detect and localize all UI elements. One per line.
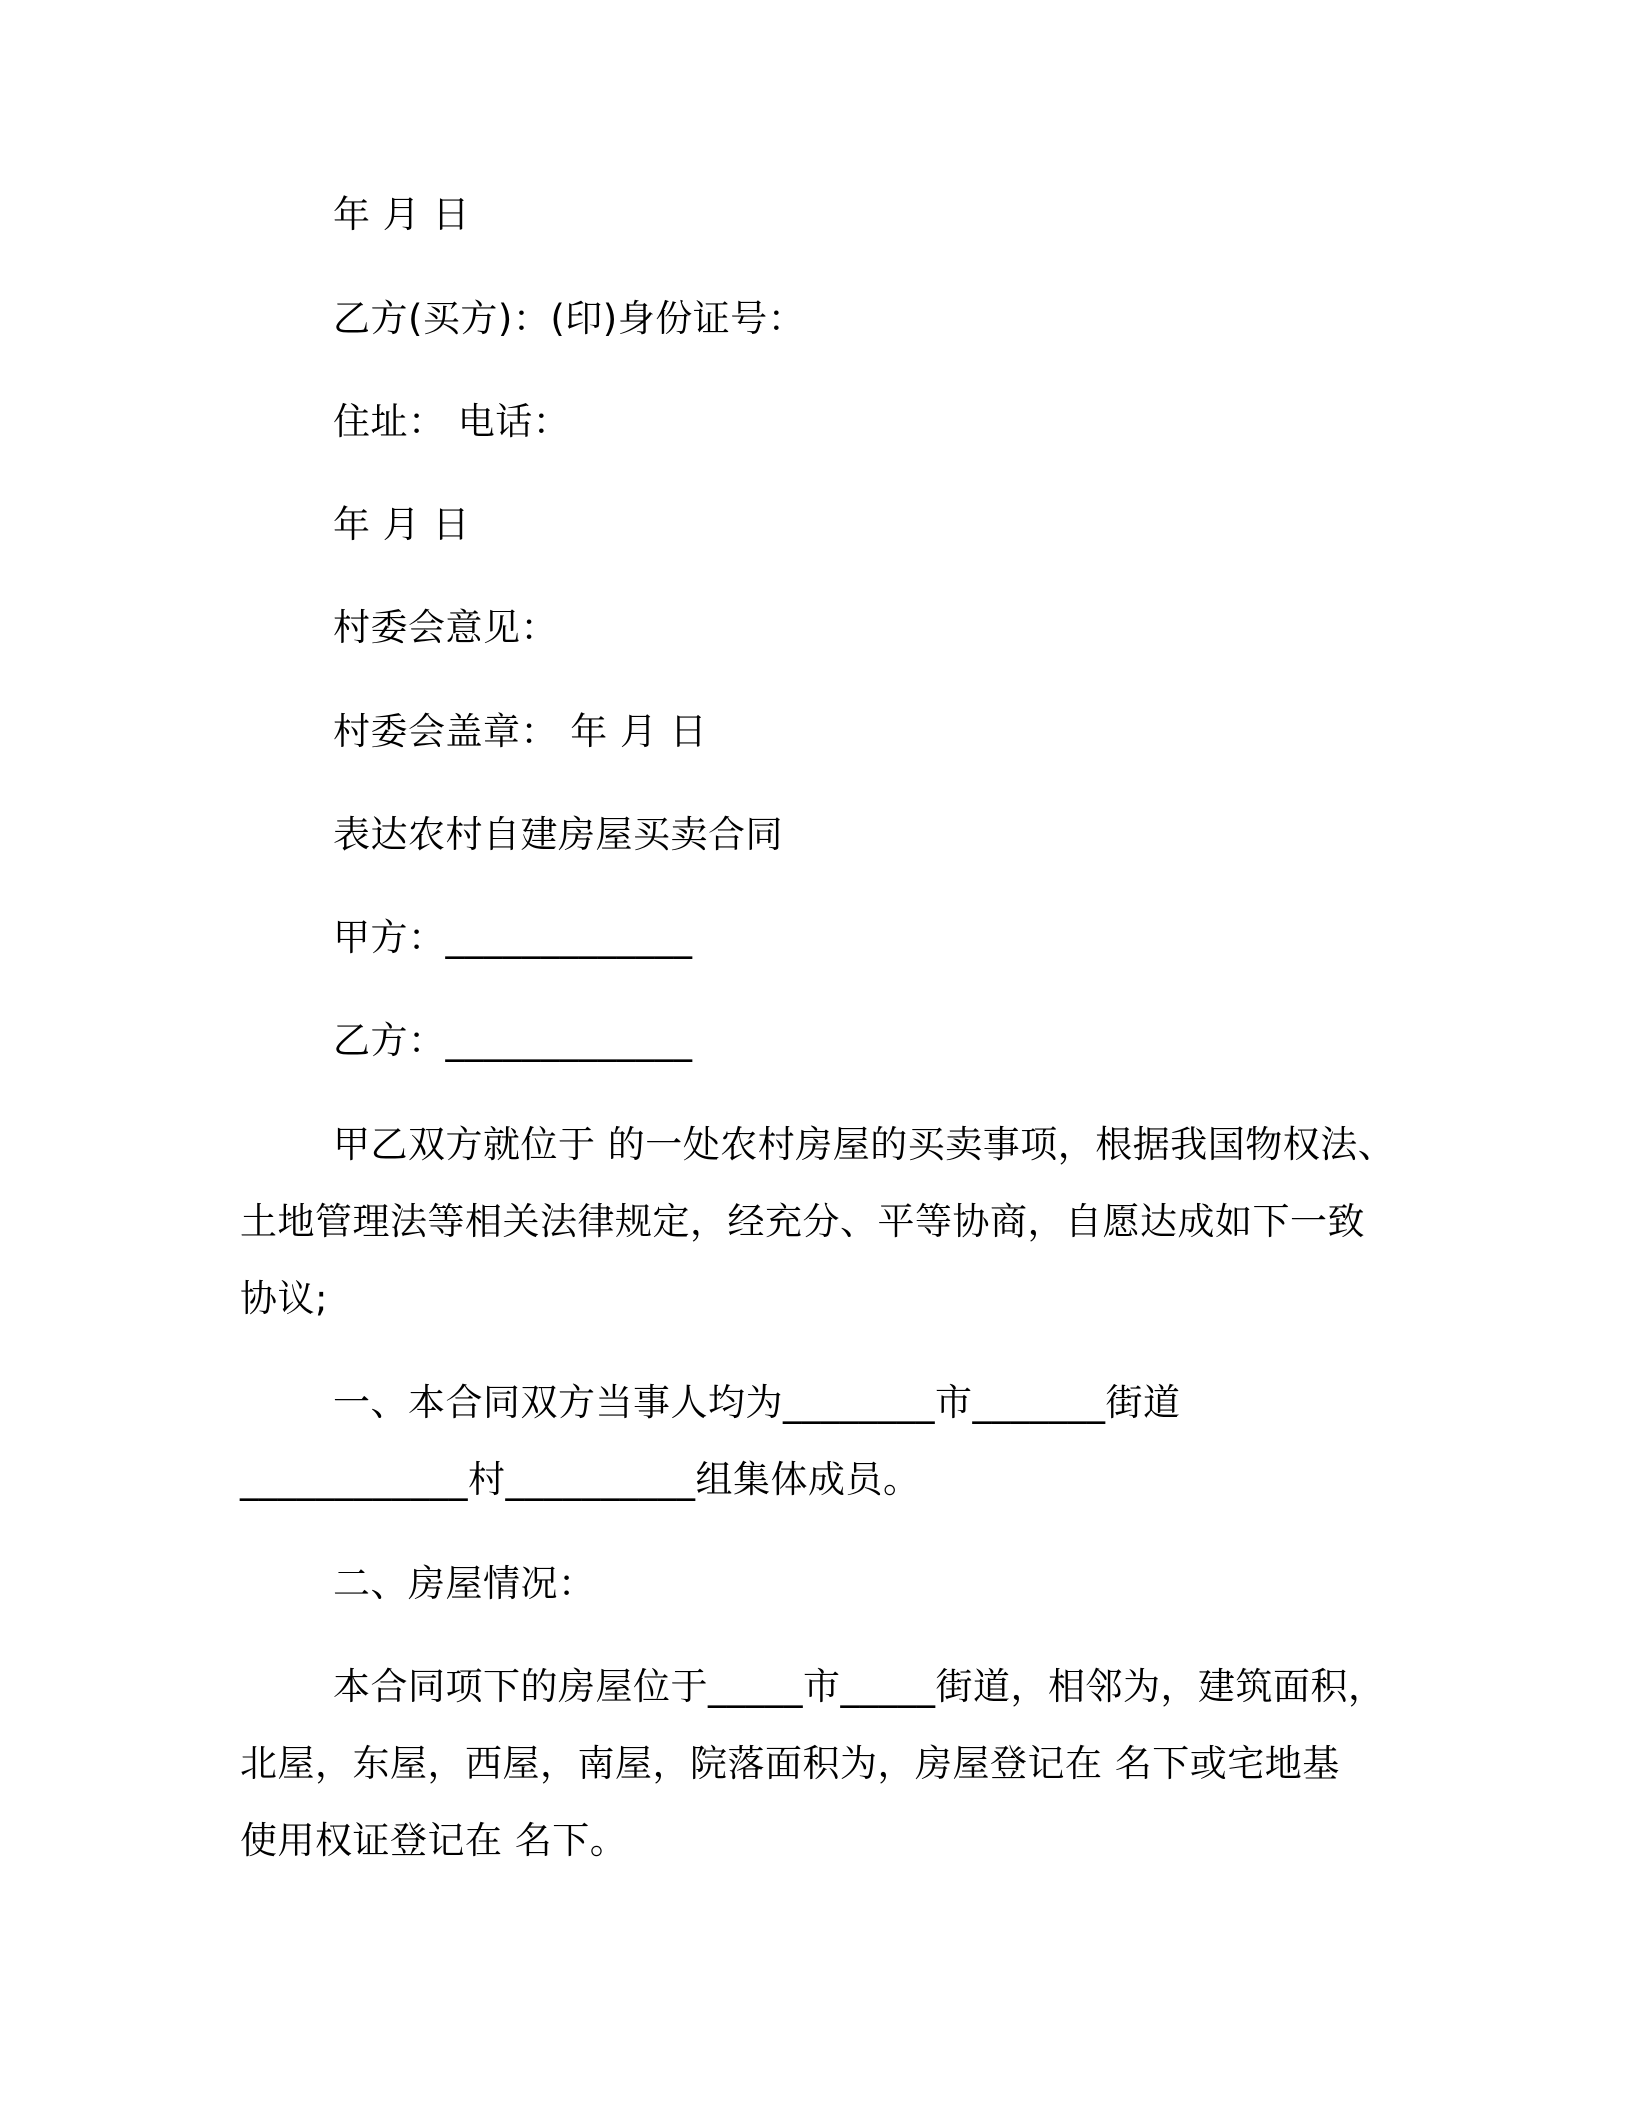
party-b-line: 乙方：_____________ (333, 1019, 693, 1062)
village-committee-seal-line: 村委会盖章： 年 月 日 (333, 710, 708, 753)
preamble-line-2: 土地管理法等相关法律规定，经充分、平等协商，自愿达成如下一致 (240, 1200, 1365, 1243)
party-b-buyer-line: 乙方(买方)：(印)身份证号： (333, 297, 806, 340)
clause-2-line-3: 使用权证登记在 名下。 (240, 1819, 628, 1862)
clause-2-heading: 二、房屋情况： (333, 1562, 596, 1605)
clause-2-line-2: 北屋，东屋，西屋，南屋，院落面积为，房屋登记在 名下或宅地基 (240, 1742, 1340, 1785)
clause-1-line-1: 一、本合同双方当事人均为________市_______街道 (333, 1381, 1181, 1424)
clause-1-line-2: ____________村__________组集体成员。 (240, 1458, 921, 1501)
date-line-2: 年 月 日 (333, 503, 471, 546)
clause-2-line-1: 本合同项下的房屋位于_____市_____街道，相邻为，建筑面积， (333, 1665, 1386, 1708)
contract-title: 表达农村自建房屋买卖合同 (333, 813, 783, 856)
party-a-line: 甲方：_____________ (333, 916, 693, 959)
preamble-line-3: 协议; (240, 1277, 328, 1320)
date-line-1: 年 月 日 (333, 193, 471, 236)
address-phone-line: 住址： 电话： (333, 400, 571, 443)
preamble-line-1: 甲乙双方就位于 的一处农村房屋的买卖事项，根据我国物权法、 (333, 1123, 1396, 1166)
village-committee-opinion-line: 村委会意见： (333, 606, 558, 649)
